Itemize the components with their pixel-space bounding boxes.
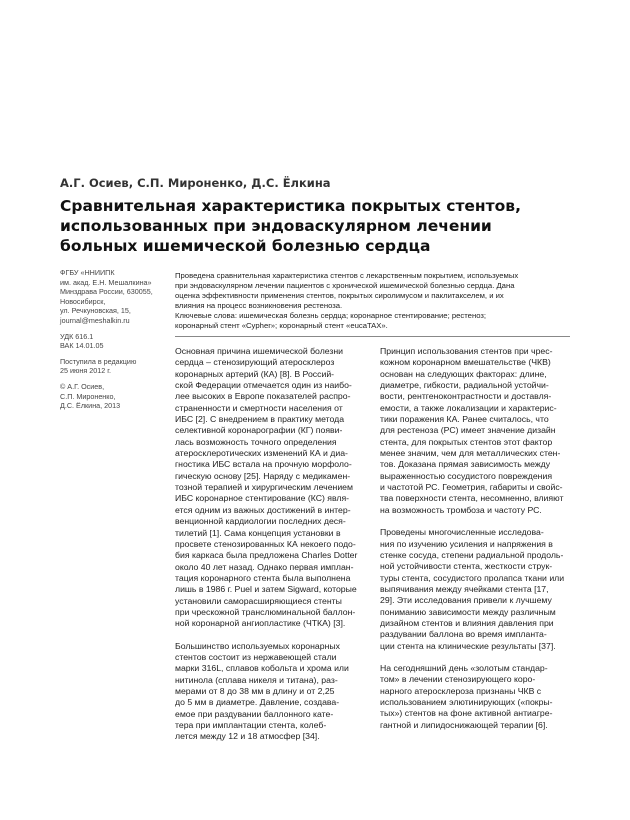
body-line: тва поверхности стента, несомненно, влияют [380,493,564,504]
body-line: выпячивания между ячейками стента [17, [380,583,549,594]
body-line: вости, рентгеноконтрастности и доставля- [380,391,552,402]
body-line: гантной и липидоснижающей терапии [6]. [380,719,548,730]
title-line: использованных при эндоваскулярном лечении [60,217,492,235]
received-line: 25 июня 2012 г. [60,366,111,376]
body-line: раздувании баллона во время импланта- [380,629,547,640]
body-line: на возможность тромбоза и частоту РС. [380,504,542,515]
body-line: тых») стентов на фоне активной антиагре- [380,708,553,719]
copyright-line: Д.С. Ёлкина, 2013 [60,401,121,411]
body-line: для рестеноза (РС) имеет значение дизайн [380,425,556,436]
abstract-line: при эндоваскулярном лечении пациентов с хронической ишемической болезнью сердца. Дана [175,281,515,290]
body-line: селективной коронарографии (КГ) появи- [175,425,343,436]
body-line: при чрескожной транслюминальной баллон- [175,606,356,617]
body-line: диаметре, гибкости, радиальной устойчи- [380,380,549,391]
body-line: использованием элютинирующих («покры- [380,696,553,707]
body-column-right [380,346,580,742]
body-line: ной устойчивости стента, жесткости струк- [380,561,553,572]
body-paragraph [175,346,375,630]
body-line: мерами от 8 до 38 мм в длину и от 2,25 [175,685,335,696]
body-line: лее высоких в Европе показателей распро- [175,391,351,402]
body-line: коронарных артерий (КА) [8]. В Россий- [175,368,335,379]
body-line: Большинство используемых коронарных [175,640,340,651]
keywords-line: Ключевые слова: ишемическая болезнь сердца; коронарное стентирование; рестеноз; [175,311,487,320]
body-line: ной коронарной ангиопластике (ЧТКА) [3]. [175,618,346,629]
title-line: Сравнительная характеристика покрытых стентов, [60,197,521,215]
body-line: туры стента, сосудистого пролапса ткани или [380,572,565,583]
abstract-line: Проведена сравнительная характеристика стентов с лекарственным покрытием, используемых [175,271,519,280]
body-line: На сегодняшний день «золотым стандар- [380,662,548,673]
affiliation-line: ФГБУ «ННИИПК [60,268,115,277]
body-line: менее значим, чем для металлических стен- [380,448,561,459]
body-line: нитинола (сплава никеля и титана), раз- [175,674,338,685]
udk-line: ВАК 14.01.05 [60,341,104,351]
body-line: кожном коронарном вмешательстве (ЧКВ) [380,357,551,368]
body-column-left [175,346,375,754]
affiliation-email: journal@meshalkin.ru [60,315,130,325]
article-meta [60,268,160,417]
body-paragraph [175,641,375,743]
copyright-line: С.П. Мироненко, [60,391,116,401]
body-line: страненности и смертности населения от [175,402,343,413]
abstract-divider [175,336,570,337]
affiliation-line: Новосибирск, [60,296,106,306]
affiliation-line: Минздрава России, 630055, [60,287,153,297]
body-line: установили саморасширяющиеся стенты [175,595,342,606]
body-line: Основная причина ишемической болезни [175,346,344,356]
body-line: выраженностью сосудистого повреждения [380,470,553,481]
body-line: гическую основу [25]. Наряду с медикамен- [175,470,351,481]
article-title [60,196,580,256]
body-line: сердца – стенозирующий атеросклероз [175,357,335,368]
body-line: гностика ИБС встала на прочную морфоло- [175,459,352,470]
body-line: лишь в 1986 г. Puel и затем Sigward, которые [175,584,357,595]
abstract [175,271,570,331]
body-line: ния по изучению усиления и напряжения в [380,538,553,549]
body-line: емости, а также локализации и характерис- [380,402,557,413]
body-line: тилетий [1]. Сама концепция установки в [175,527,341,538]
body-line: тов. Доказана прямая зависимость между [380,459,551,470]
body-line: бия каркаса была предложена Charles Dotter [175,550,358,561]
body-line: ции стента на клинические результаты [37]. [380,640,556,651]
abstract-line: влияния на процесс возникновения рестеноза. [175,301,343,310]
keywords-line: коронарный стент «Cypher»; коронарный стент «eucaTAX». [175,321,388,330]
body-line: основан на следующих факторах: длине, [380,368,547,379]
body-line: стента, для покрытых стентов этот фактор [380,436,553,447]
body-line: лась возможность точного определения [175,436,337,447]
body-line: стенке сосуда, степени радиальной продоль- [380,549,564,560]
body-line: ской Федерации отмечается один из наибо- [175,380,352,391]
body-line: и частотой РС. Геометрия, габариты и свойс- [380,482,563,493]
body-line: атеросклеротических изменений КА и диа- [175,448,348,459]
affiliation [60,268,160,326]
body-line: емое при раздувании баллонного кате- [175,708,334,719]
body-line: Проведены многочисленные исследова- [380,527,544,538]
affiliation-line: ул. Речкуновская, 15, [60,306,131,316]
body-line: марки 316L, сплавов кобольта и хрома или [175,663,349,674]
body-line: стентов состоит из нержавеющей стали [175,651,337,662]
affiliation-line: им. акад. Е.Н. Мешалкина» [60,277,152,287]
body-line: ИБС [2]. С внедрением в практику метода [175,414,345,425]
body-line: нарного атеросклероза признаны ЧКВ с [380,685,542,696]
body-line: пониманию зависимости между различным [380,606,556,617]
body-line: до 5 мм в диаметре. Давление, создава- [175,697,340,708]
received-date [60,357,160,376]
body-line: ИБС коронарное стентирование (КС) явля- [175,493,350,504]
body-line: просвете стенозированных КА некоего подо- [175,538,356,549]
body-line: тация коронарного стента была выполнена [175,572,351,583]
authors-line: А.Г. Осиев, С.П. Мироненко, Д.С. Ёлкина [60,176,331,190]
received-line: Поступила в редакцию [60,356,137,366]
body-line: тики поражения КА. Ранее считалось, что [380,414,549,425]
udk-codes [60,332,160,351]
body-paragraph [380,346,580,516]
body-paragraph [380,663,580,731]
body-line: дизайном стентов и влияния давления при [380,617,554,628]
copyright-line: © А.Г. Осиев, [60,381,105,391]
body-line: венционной кардиологии последних деся- [175,516,346,527]
body-line: ется одним из важных достижений в интер- [175,504,351,515]
abstract-line: оценка эффективности применения стентов, покрытых сиролимусом и паклитакселем, и их [175,291,504,300]
title-line: больных ишемической болезнью сердца [60,237,431,255]
body-line: Принцип использования стентов при чрес- [380,346,553,356]
copyright [60,382,160,411]
body-line: том» в лечении стенозирующего коро- [380,674,536,685]
body-line: 29]. Эти исследования привели к лучшему [380,595,552,606]
body-paragraph [380,527,580,652]
body-line: лется между 12 и 18 атмосфер [34]. [175,731,320,742]
udk-line: УДК 616.1 [60,331,94,341]
body-line: тозной терапией и хирургическим лечением [175,482,353,493]
body-line: тера при имплантации стента, колеб- [175,720,327,730]
body-line: около 40 лет назад. Однако первая имплан- [175,561,354,572]
